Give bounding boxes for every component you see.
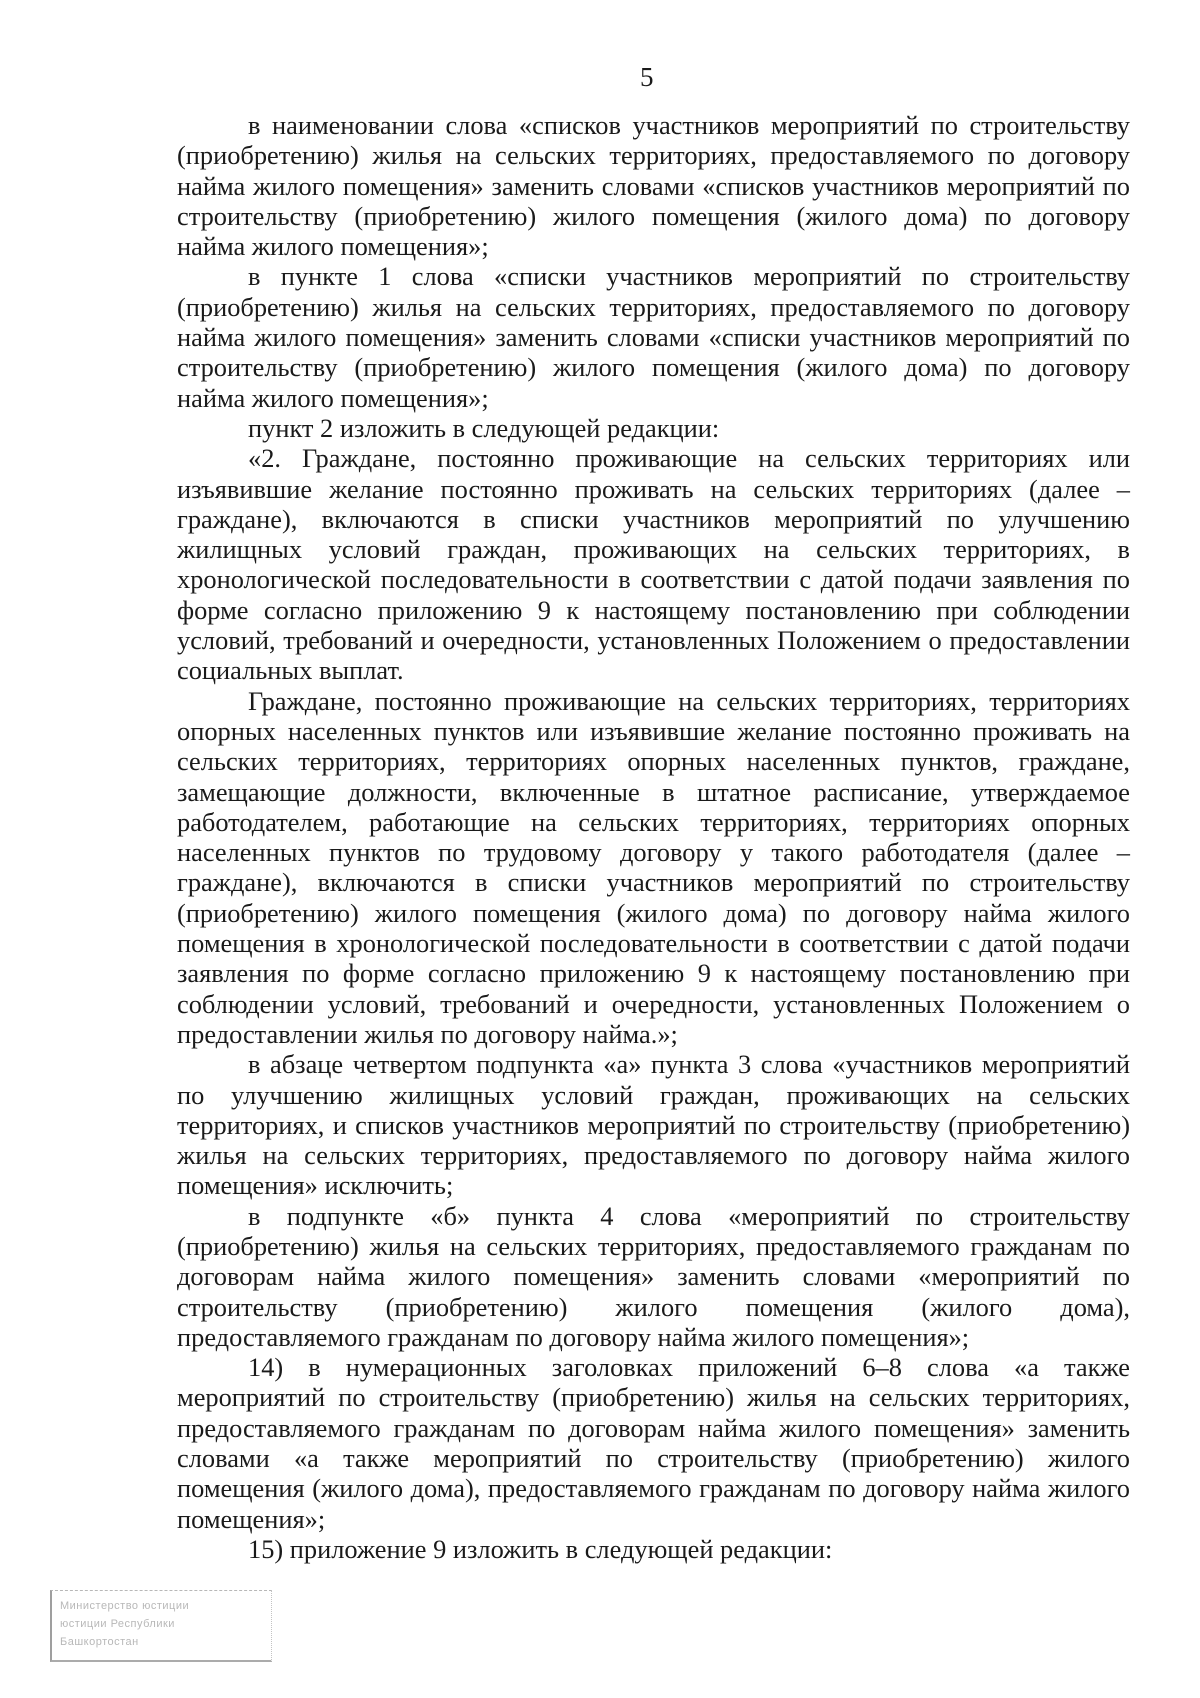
paragraph: в наименовании слова «списков участников мероприятий по строительству (приобретению) жилья на сельских территориях, предоставляемого по договору найма жилого помещения» заменить словами «списков участников мероприятий по строительству (приобретению) жилого помещения (жилого дома) по договору найма жилого помещения»; bbox=[177, 110, 1130, 262]
paragraph: Граждане, постоянно проживающие на сельских территориях, территориях опорных населенных пунктов или изъявившие желание постоянно проживать на сельских территориях, территориях опорных населенных пунктов, граждане, замещающие должности, включенные в штатное расписание, утверждаемое работодателем, работающие на сельских территориях, территориях опорных населенных пунктов по трудовому договору у такого работодателя (далее – граждане), включаются в списки участников мероприятий по строительству (приобретению) жилого помещения (жилого дома) по договору найма жилого помещения в хронологической последовательности в соответствии с датой подачи заявления по форме согласно приложению 9 к настоящему постановлению при соблюдении условий, требований и очередности, установленных Положением о предоставлении жилья по договору найма.»; bbox=[177, 685, 1130, 1049]
stamp-line: Башкортостан bbox=[60, 1636, 139, 1648]
paragraph: 15) приложение 9 изложить в следующей редакции: bbox=[248, 1533, 833, 1564]
page-number: 5 bbox=[640, 62, 654, 92]
stamp-line: юстиции Республики bbox=[60, 1618, 175, 1630]
paragraph: в пункте 1 слова «списки участников мероприятий по строительству (приобретению) жилья на сельских территориях, предоставляемого по договору найма жилого помещения» заменить словами «списки участников мероприятий по строительству (приобретению) жилого помещения (жилого дома) по договору найма жилого помещения»; bbox=[177, 261, 1130, 413]
registration-stamp bbox=[50, 1590, 272, 1662]
paragraph: в абзаце четвертом подпункта «а» пункта 3 слова «участников мероприятий по улучшению жилищных условий граждан, проживающих на сельских территориях, и списков участников мероприятий по строительству (приобретению) жилья на сельских территориях, предоставляемого по договору найма жилого помещения» исключить; bbox=[177, 1049, 1130, 1201]
paragraph: пункт 2 изложить в следующей редакции: bbox=[248, 412, 720, 443]
paragraph: 14) в нумерационных заголовках приложений 6–8 слова «а также мероприятий по строительству (приобретению) жилья на сельских территориях, предоставляемого гражданам по договорам найма жилого помещения» заменить словами «а также мероприятий по строительству (приобретению) жилого помещения (жилого дома), предоставляемого гражданам по договору найма жилого помещения»; bbox=[177, 1352, 1130, 1534]
document-body bbox=[177, 110, 1130, 1564]
paragraph: «2. Граждане, постоянно проживающие на сельских территориях или изъявившие желание постоянно проживать на сельских территориях (далее – граждане), включаются в списки участников мероприятий по улучшению жилищных условий граждан, проживающих на сельских территориях, в хронологической последовательности в соответствии с датой подачи заявления по форме согласно приложению 9 к настоящему постановлению при соблюдении условий, требований и очередности, установленных Положением о предоставлении социальных выплат. bbox=[177, 443, 1130, 686]
stamp-line: Министерство юстиции bbox=[60, 1600, 190, 1612]
paragraph: в подпункте «б» пункта 4 слова «мероприятий по строительству (приобретению) жилья на сельских территориях, предоставляемого гражданам по договорам найма жилого помещения» заменить словами «мероприятий по строительству (приобретению) жилого помещения (жилого дома), предоставляемого гражданам по договору найма жилого помещения»; bbox=[177, 1200, 1130, 1352]
